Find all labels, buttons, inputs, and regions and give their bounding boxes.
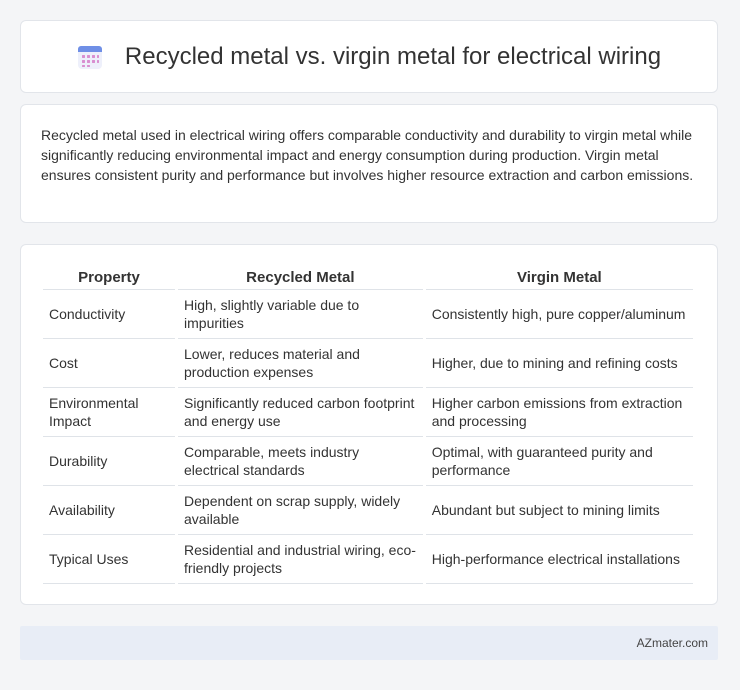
cell-property: Environmental Impact bbox=[43, 388, 175, 437]
cell-virgin: Abundant but subject to mining limits bbox=[426, 486, 693, 535]
title-wrap bbox=[77, 43, 661, 71]
cell-virgin: Higher carbon emissions from extraction and processing bbox=[426, 388, 693, 437]
table-row bbox=[43, 486, 693, 535]
comparison-table bbox=[40, 265, 696, 584]
cell-virgin: High-performance electrical installations bbox=[426, 535, 693, 584]
header-recycled-metal: Recycled Metal bbox=[178, 265, 423, 290]
cell-recycled: Significantly reduced carbon footprint and energy use bbox=[178, 388, 423, 437]
cell-property: Cost bbox=[43, 339, 175, 388]
table-row bbox=[43, 535, 693, 584]
cell-property: Availability bbox=[43, 486, 175, 535]
cell-virgin: Consistently high, pure copper/aluminum bbox=[426, 290, 693, 339]
cell-recycled: High, slightly variable due to impurities bbox=[178, 290, 423, 339]
table-header-row bbox=[43, 265, 693, 290]
cell-recycled: Dependent on scrap supply, widely available bbox=[178, 486, 423, 535]
title-card bbox=[20, 20, 718, 93]
intro-paragraph: Recycled metal used in electrical wiring offers comparable conductivity and durability to virgin metal while significantly reducing environmental impact and energy consumption during production. Virgin metal ensures consistent purity and performance but involves higher resource extraction and carbon emissions. bbox=[41, 127, 694, 183]
page-title: Recycled metal vs. virgin metal for electrical wiring bbox=[124, 42, 662, 70]
cell-property: Typical Uses bbox=[43, 535, 175, 584]
cell-recycled: Comparable, meets industry electrical standards bbox=[178, 437, 423, 486]
cell-virgin: Higher, due to mining and refining costs bbox=[426, 339, 693, 388]
table-row bbox=[43, 339, 693, 388]
header-virgin-metal: Virgin Metal bbox=[426, 265, 693, 290]
table-row bbox=[43, 437, 693, 486]
cell-property: Conductivity bbox=[43, 290, 175, 339]
comparison-card bbox=[20, 244, 718, 605]
intro-card bbox=[20, 104, 718, 223]
cell-virgin: Optimal, with guaranteed purity and performance bbox=[426, 437, 693, 486]
footer-bar bbox=[20, 626, 718, 660]
cell-recycled: Residential and industrial wiring, eco-friendly projects bbox=[178, 535, 423, 584]
table-row bbox=[43, 290, 693, 339]
calendar-icon bbox=[77, 44, 103, 70]
cell-property: Durability bbox=[43, 437, 175, 486]
header-property: Property bbox=[43, 265, 175, 290]
cell-recycled: Lower, reduces material and production expenses bbox=[178, 339, 423, 388]
footer-site-link[interactable]: AZmater.com bbox=[636, 636, 708, 650]
table-row bbox=[43, 388, 693, 437]
